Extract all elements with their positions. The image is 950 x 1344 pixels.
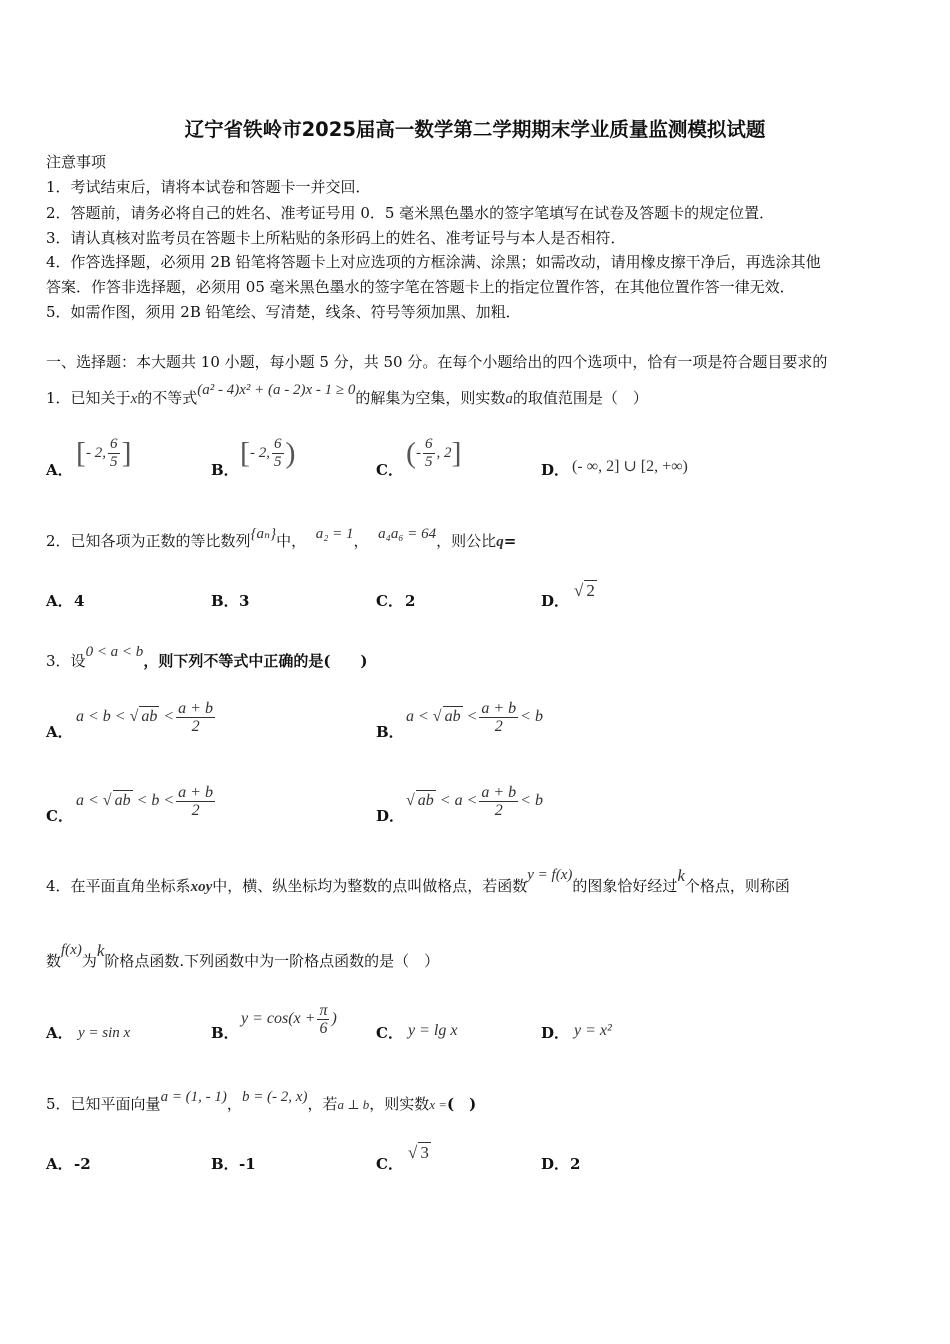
q-text: =	[503, 532, 517, 550]
fraction	[176, 784, 215, 819]
option-b-value: -1	[239, 1155, 256, 1173]
math-function: f(x)	[61, 942, 82, 958]
radicand: 3	[420, 1143, 429, 1162]
q-text: ，则下列不等式中正确的是( )	[143, 652, 368, 670]
question-4-line-2	[46, 941, 440, 972]
notice-item: 5．如需作图，须用 2B 铅笔绘、写清楚，线条、符号等须加黑、加粗．	[46, 303, 521, 321]
option-b-label: B．	[211, 461, 239, 479]
q-text: 已知平面向量	[70, 1095, 161, 1113]
q-text: ，则实数	[369, 1095, 430, 1113]
math-condition: 0 < a < b	[85, 644, 144, 660]
option-b-math	[241, 1002, 337, 1037]
question-number: 2．	[46, 532, 71, 550]
math-text: <	[163, 708, 175, 726]
notice-item: 3．请认真核对监考员在答题卡上所粘贴的条形码上的姓名、准考证号与本人是否相符．	[46, 229, 626, 247]
math-text: < b <	[136, 792, 175, 810]
option-d-label: D．	[541, 1024, 570, 1042]
option-d-math: √ 2	[574, 581, 595, 600]
question-2	[46, 526, 517, 552]
denominator: 2	[494, 802, 503, 819]
q-text: 在平面直角坐标系	[70, 877, 191, 895]
bracket: [	[240, 436, 250, 470]
bracket: ]	[121, 436, 132, 470]
option-a-value: 4	[74, 592, 85, 610]
math-condition: a₂ = 1	[315, 526, 354, 542]
question-number: 4．	[46, 877, 71, 895]
denominator: 5	[425, 454, 433, 470]
math-text: a <	[406, 708, 429, 726]
option-c-label: C．	[376, 461, 403, 479]
option-d-label: D．	[376, 807, 405, 825]
radicand: 2	[586, 581, 595, 600]
q-text: ，	[353, 532, 369, 550]
q-text: ，若	[307, 1095, 338, 1113]
q-text: 为	[81, 952, 97, 970]
option-d-label: D．	[541, 1155, 570, 1173]
q-text: 已知关于	[70, 389, 131, 407]
numerator: 6	[110, 436, 118, 452]
bracket: [	[76, 436, 86, 470]
question-number: 3．	[46, 652, 71, 670]
radicand: ab	[114, 792, 131, 810]
math-vector: a = (1, - 1)	[160, 1089, 227, 1105]
math-text: , 2	[436, 444, 452, 461]
radicand: ab	[417, 792, 434, 810]
q-text: 设	[70, 652, 86, 670]
notice-heading: 注意事项	[46, 153, 107, 171]
fraction	[423, 436, 435, 471]
math-sequence: {aₙ}	[250, 526, 277, 542]
section-heading: 一、选择题：本大题共 10 小题，每小题 5 分，共 50 分。在每个小题给出的四个选项中，恰有一项是符合题目要求的	[46, 353, 828, 371]
math-text: - 2,	[86, 444, 106, 461]
option-b-math	[240, 436, 296, 471]
option-c-label: C．	[376, 1155, 403, 1173]
fraction	[479, 700, 518, 735]
math-text: )	[331, 1010, 337, 1028]
math-text: <	[466, 708, 478, 726]
math-inequality: (a² - 4)x² + (a - 2)x - 1 ≥ 0	[197, 382, 356, 398]
question-3	[46, 644, 368, 672]
question-4-line-1	[46, 866, 790, 897]
denominator: 5	[110, 454, 118, 470]
question-5	[46, 1089, 477, 1115]
radicand: ab	[141, 708, 158, 726]
q-text: 已知各项为正数的等比数列	[70, 532, 251, 550]
numerator: a + b	[178, 784, 213, 801]
math-var: xoy	[190, 879, 213, 895]
q-text: 个格点，则称函	[684, 877, 790, 895]
question-number: 1．	[46, 389, 71, 407]
option-c-math: √ 3	[408, 1143, 429, 1162]
numerator: 6	[425, 436, 433, 452]
option-d-math: √ ab < a < $\frac{a + b}{2}$ < b	[406, 784, 543, 819]
numerator: a + b	[481, 784, 517, 801]
option-c-label: C．	[376, 1024, 403, 1042]
q-text: 数	[46, 952, 62, 970]
option-d-label: D．	[541, 592, 570, 610]
math-function: y = f(x)	[527, 867, 573, 883]
notice-item: 4．作答选择题，必须用 2B 铅笔将答题卡上对应选项的方框涂满、涂黑；如需改动，请用橡皮擦干净后，再选涂其他	[46, 253, 821, 271]
option-c-math: a < √ ab < b < $\frac{a + b}{2}$	[76, 784, 213, 819]
denominator: 2	[494, 718, 503, 735]
option-d-label: D．	[541, 461, 570, 479]
numerator: a + b	[178, 700, 213, 717]
option-c-math: y = lg x	[408, 1022, 458, 1039]
option-a-label: A．	[46, 592, 73, 610]
option-a-label: A．	[46, 461, 73, 479]
option-a-math: y = sin x	[78, 1025, 131, 1041]
option-c-math	[406, 436, 462, 471]
bracket: ]	[451, 436, 462, 470]
fraction	[272, 436, 284, 471]
math-var: x	[130, 391, 138, 407]
option-b-label: B．	[211, 592, 239, 610]
q-text: 阶格点函数.下列函数中为一阶格点函数的是（ ）	[104, 952, 440, 970]
fraction	[317, 1002, 329, 1037]
option-d-math: (- ∞, 2] ∪ [2, +∞)	[572, 458, 688, 475]
option-a-label: A．	[46, 723, 73, 741]
numerator: 6	[274, 436, 282, 452]
math-text: < a <	[439, 792, 478, 810]
option-c-label: C．	[46, 807, 73, 825]
option-b-label: B．	[211, 1155, 239, 1173]
question-1	[46, 382, 648, 409]
math-var: k	[96, 941, 105, 960]
q-text: ，	[226, 1095, 242, 1113]
q-text: 的解集为空集，则实数	[355, 389, 506, 407]
bracket: )	[285, 436, 296, 470]
notice-item: 答案．作答非选择题，必须用 05 毫米黑色墨水的签字笔在答题卡上的指定位置作答，在其他位置作答一律无效．	[46, 278, 795, 296]
q-text: ( )	[447, 1095, 477, 1113]
q-text: ，则公比	[436, 532, 497, 550]
fraction	[479, 784, 518, 819]
option-b-value: 3	[239, 592, 250, 610]
option-b-math: a < √ ab < $\frac{a + b}{2}$ < b	[406, 700, 543, 735]
denominator: 2	[191, 802, 200, 819]
q-text: 的不等式	[137, 389, 198, 407]
math-text: < b	[520, 792, 543, 810]
option-a-math: a < b < √ ab < $\frac{a + b}{2}$	[76, 700, 213, 735]
math-text: -	[416, 444, 421, 461]
option-a-label: A．	[46, 1155, 73, 1173]
option-c-value: 2	[405, 592, 416, 610]
q-text: 的取值范围是（ ）	[512, 389, 648, 407]
page-title: 辽宁省铁岭市2025届高一数学第二学期期末学业质量监测模拟试题	[184, 118, 766, 141]
option-a-label: A．	[46, 1024, 73, 1042]
denominator: 6	[319, 1020, 328, 1037]
math-text: < b	[520, 708, 543, 726]
math-text: a <	[76, 792, 99, 810]
option-c-label: C．	[376, 592, 403, 610]
denominator: 2	[191, 718, 200, 735]
question-number: 5．	[46, 1095, 71, 1113]
math-var: q	[496, 534, 504, 550]
math-var: a	[505, 391, 513, 407]
math-text: a < b <	[76, 708, 126, 726]
q-text: 中，横、纵坐标均为整数的点叫做格点，若函数	[212, 877, 528, 895]
notice-item: 1．考试结束后，请将本试卷和答题卡一并交回．	[46, 178, 371, 196]
option-b-label: B．	[376, 723, 404, 741]
math-condition: a ⊥ b	[337, 1097, 370, 1112]
math-vector: b = (- 2, x)	[241, 1089, 308, 1105]
notice-item: 2．答题前，请务必将自己的姓名、准考证号用 0．5 毫米黑色墨水的签字笔填写在试卷及答题卡的规定位置．	[46, 204, 775, 222]
option-d-math: y = x²	[574, 1022, 612, 1039]
math-text: - 2,	[250, 444, 270, 461]
radicand: ab	[444, 708, 461, 726]
q-text: 中，	[276, 532, 307, 550]
denominator: 5	[274, 454, 282, 470]
option-b-label: B．	[211, 1024, 239, 1042]
option-d-value: 2	[570, 1155, 581, 1173]
math-text: y = cos(x +	[241, 1010, 316, 1028]
math-var: k	[677, 866, 685, 885]
math-text: x =	[429, 1097, 448, 1112]
q-text: 的图象恰好经过	[572, 877, 678, 895]
bracket: (	[406, 436, 416, 470]
fraction	[176, 700, 215, 735]
option-a-math	[76, 436, 132, 471]
numerator: a + b	[481, 700, 517, 717]
option-a-value: -2	[74, 1155, 91, 1173]
numerator: π	[319, 1002, 328, 1019]
fraction	[108, 436, 120, 471]
math-condition: a₄a₆ = 64	[378, 526, 437, 542]
